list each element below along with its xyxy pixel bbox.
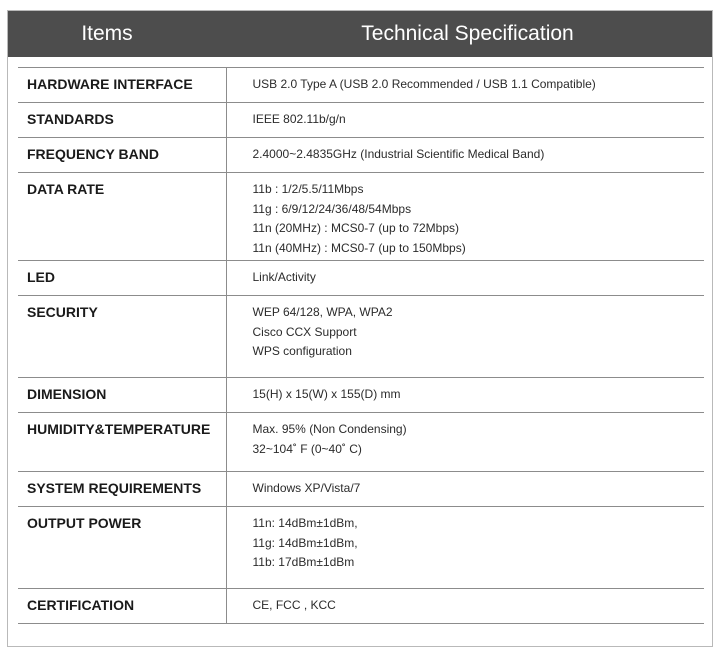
spec-value-line: WEP 64/128, WPA, WPA2 bbox=[252, 305, 393, 319]
spec-item-label: DATA RATE bbox=[18, 173, 226, 261]
spec-value-line: Max. 95% (Non Condensing) bbox=[252, 422, 407, 436]
table-header bbox=[8, 11, 712, 57]
spec-value-cell bbox=[226, 589, 704, 624]
spec-value-line: 11g : 6/9/12/24/36/48/54Mbps bbox=[252, 201, 412, 216]
table-row bbox=[18, 413, 704, 472]
table-row bbox=[18, 296, 704, 378]
spec-item-label: SYSTEM REQUIREMENTS bbox=[18, 472, 226, 507]
spec-table bbox=[18, 67, 704, 624]
spec-item-label: OUTPUT POWER bbox=[18, 507, 226, 589]
spec-value-line: 2.4000~2.4835GHz (Industrial Scientific Medical Band) bbox=[252, 147, 545, 161]
spec-value-line: Link/Activity bbox=[252, 270, 316, 284]
spec-item-label: HUMIDITY&TEMPERATURE bbox=[18, 413, 226, 472]
spec-item-label: STANDARDS bbox=[18, 103, 226, 138]
spec-item-label: HARDWARE INTERFACE bbox=[18, 68, 226, 103]
spec-value-line: CE, FCC , KCC bbox=[252, 598, 336, 612]
spec-value-cell bbox=[226, 103, 704, 138]
spec-value-cell bbox=[226, 296, 704, 378]
spec-value-cell bbox=[226, 68, 704, 103]
table-row bbox=[18, 173, 704, 261]
spec-value-line: 11n: 14dBm±1dBm, bbox=[252, 516, 358, 530]
spec-item-label: LED bbox=[18, 261, 226, 296]
spec-value-line: 11n (20MHz) : MCS0-7 (up to 72Mbps) bbox=[252, 221, 460, 235]
items-column-header: Items bbox=[81, 22, 133, 45]
spec-value-line: IEEE 802.11b/g/n bbox=[252, 112, 346, 126]
spec-value-line: 11b : 1/2/5.5/11Mbps bbox=[252, 182, 364, 196]
spec-value-line: 11b: 17dBm±1dBm bbox=[252, 555, 355, 569]
spec-value-line: 11g: 14dBm±1dBm, bbox=[252, 535, 358, 550]
spec-value-cell bbox=[226, 378, 704, 413]
spec-value-line: USB 2.0 Type A (USB 2.0 Recommended / USB 1.1 Compatible) bbox=[252, 77, 596, 91]
table-row bbox=[18, 68, 704, 103]
spec-value-cell bbox=[226, 507, 704, 589]
spec-item-label: DIMENSION bbox=[18, 378, 226, 413]
table-row bbox=[18, 507, 704, 589]
spec-column-header: Technical Specification bbox=[361, 22, 574, 45]
spec-value-line: Cisco CCX Support bbox=[252, 324, 357, 339]
spec-value-line: WPS configuration bbox=[252, 344, 352, 358]
spec-value-cell bbox=[226, 413, 704, 472]
table-row bbox=[18, 589, 704, 624]
spec-value-cell bbox=[226, 261, 704, 296]
table-row bbox=[18, 138, 704, 173]
table-row bbox=[18, 378, 704, 413]
spec-value-line: 11n (40MHz) : MCS0-7 (up to 150Mbps) bbox=[252, 240, 466, 255]
table-row bbox=[18, 261, 704, 296]
spec-value-line: 32~104˚ F (0~40˚ C) bbox=[252, 441, 362, 456]
spec-value-cell bbox=[226, 472, 704, 507]
spec-item-label: SECURITY bbox=[18, 296, 226, 378]
spec-sheet bbox=[7, 10, 713, 647]
table-row bbox=[18, 472, 704, 507]
spec-item-label: CERTIFICATION bbox=[18, 589, 226, 624]
spec-item-label: FREQUENCY BAND bbox=[18, 138, 226, 173]
spec-value-line: Windows XP/Vista/7 bbox=[252, 481, 361, 495]
spec-value-cell bbox=[226, 138, 704, 173]
table-row bbox=[18, 103, 704, 138]
spec-value-cell bbox=[226, 173, 704, 261]
spec-value-line: 15(H) x 15(W) x 155(D) mm bbox=[252, 387, 401, 401]
